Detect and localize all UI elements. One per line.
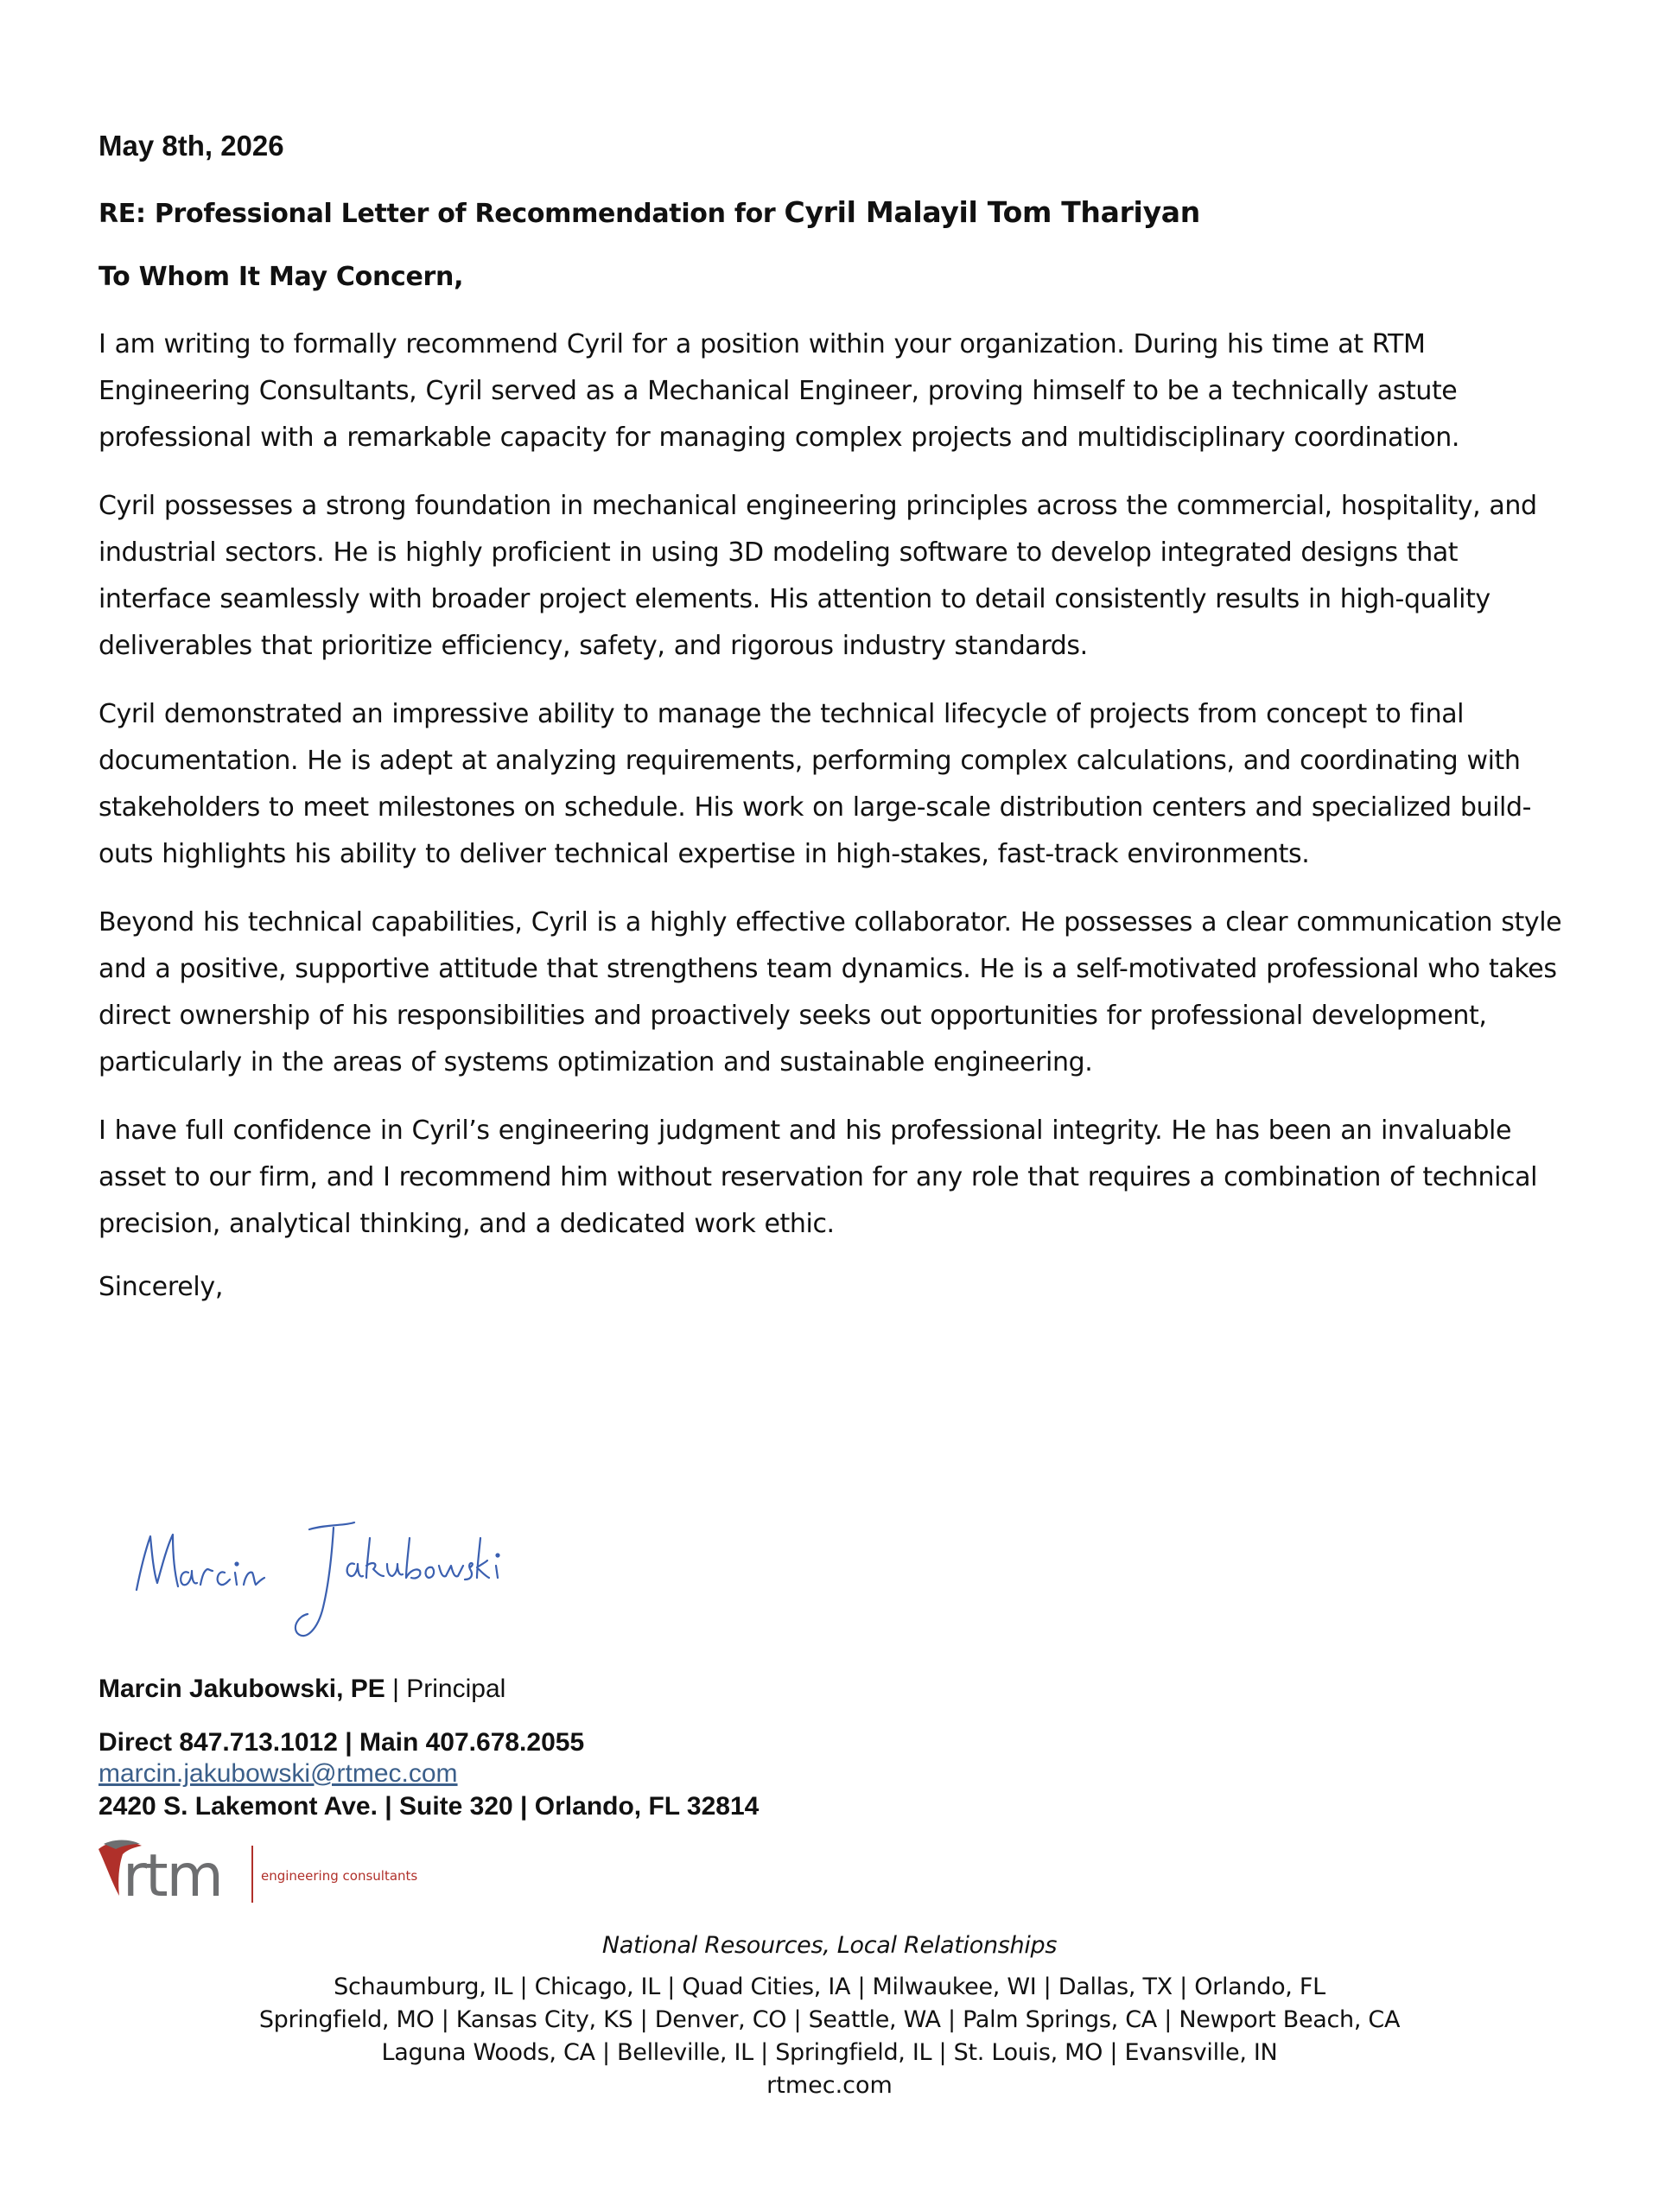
handwritten-signature (128, 1503, 525, 1668)
footer-tagline: National Resources, Local Relationships (601, 1932, 1058, 1959)
subject-candidate-name: Cyril Malayil Tom Thariyan (784, 195, 1200, 229)
paragraph: I am writing to formally recommend Cyril for a position within your organization. During his time at RTM Engineering Consultants, Cyril served as a Mechanical Engineer, proving himself to be a technically astute professional with a remarkable capacity for managing complex projects and multidisciplinary coordination. (99, 329, 1459, 453)
footer (0, 1932, 1659, 2102)
salutation: To Whom It May Concern, (99, 262, 464, 292)
subject-prefix: RE: Professional Letter of Recommendation for (99, 199, 785, 229)
signer-line (99, 1675, 759, 1704)
paragraph: Cyril possesses a strong foundation in mechanical engineering principles across the commercial, hospitality, and industrial sectors. He is highly proficient in using 3D modeling software to develop integrated designs that interface seamlessly with broader project elements. His attention to detail consistently results in high-quality deliverables that prioritize efficiency, safety, and rigorous industry standards. (99, 491, 1537, 661)
phone-numbers: Direct 847.713.1012 | Main 407.678.2055 (99, 1728, 585, 1757)
closing: Sincerely, (99, 1272, 224, 1302)
subject-line (99, 195, 1567, 229)
paragraph: Beyond his technical capabilities, Cyril is a highly effective collaborator. He possesses a clear communication style and a positive, supportive attitude that strengthens team dynamics. He is a self-motivated professional who takes direct ownership of his responsibilities and proactively seeks out opportunities for professional development, particularly in the areas of systems optimization and sustainable engineering. (99, 907, 1562, 1077)
website-link[interactable]: rtmec.com (766, 2072, 893, 2099)
signer-title-separator: | (385, 1675, 407, 1703)
paragraph: I have full confidence in Cyril’s engineering judgment and his professional integrity. He has been an invaluable asset to our firm, and I recommend him without reservation for any role that requires a combination of technical precision, analytical thinking, and a dedicated work ethic. (99, 1116, 1538, 1239)
rtm-logo-tagline: engineering consultants (261, 1868, 418, 1884)
signer-name: Marcin Jakubowski, PE (99, 1675, 385, 1703)
paragraph: Cyril demonstrated an impressive ability to manage the technical lifecycle of projects from concept to final documentation. He is adept at analyzing requirements, performing complex calculations, and coordinating with stakeholders to meet milestones on schedule. His work on large-scale distribution centers and specialized build-outs highlights his ability to deliver technical expertise in high-stakes, fast-track environments. (99, 699, 1532, 869)
signature-block (99, 1675, 759, 1823)
rtm-logo (97, 1839, 460, 1908)
rtm-logo-mark: rtm (123, 1842, 222, 1908)
letter-date: May 8th, 2026 (99, 130, 284, 162)
office-locations-line: Schaumburg, IL | Chicago, IL | Quad Cities, IA | Milwaukee, WI | Dallas, TX | Orlando, FL (334, 1974, 1325, 2000)
office-locations-line: Laguna Woods, CA | Belleville, IL | Springfield, IL | St. Louis, MO | Evansville, IN (381, 2039, 1278, 2066)
letter-body (99, 130, 1567, 1302)
email-link[interactable]: marcin.jakubowski@rtmec.com (99, 1759, 458, 1788)
office-locations-line: Springfield, MO | Kansas City, KS | Denver, CO | Seattle, WA | Palm Springs, CA | Newport Beach, CA (258, 2006, 1401, 2033)
office-address: 2420 S. Lakemont Ave. | Suite 320 | Orlando, FL 32814 (99, 1792, 760, 1821)
signer-title: Principal (406, 1675, 506, 1703)
